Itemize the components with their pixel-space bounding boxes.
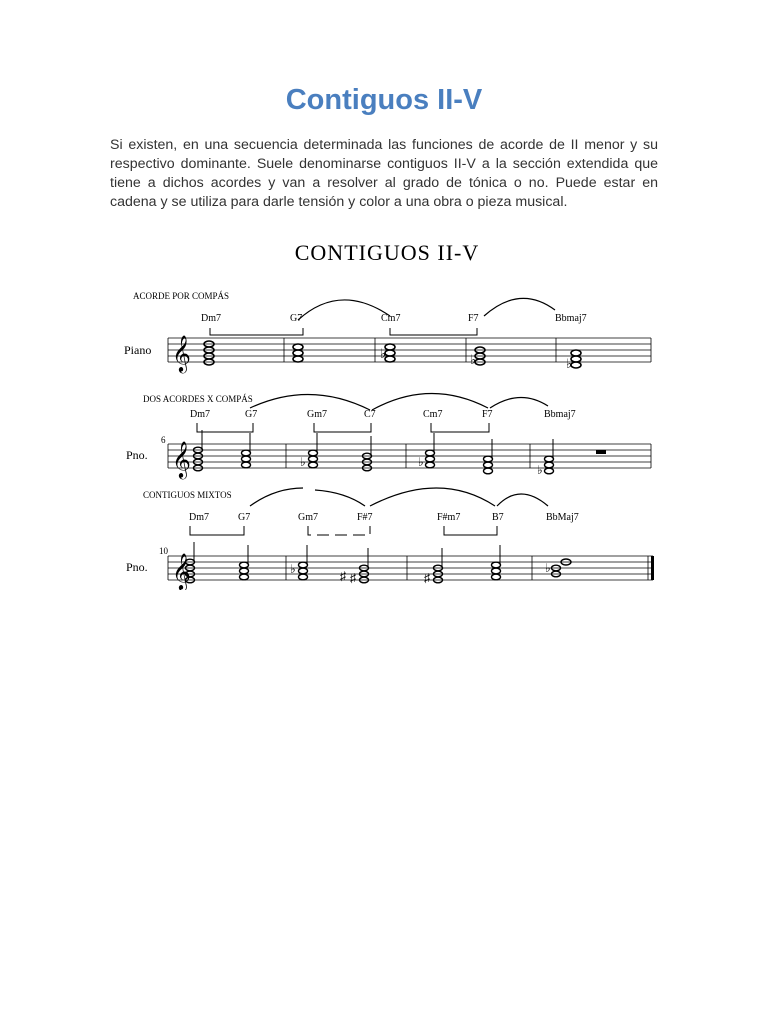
chord-symbol: Dm7 xyxy=(189,512,209,523)
svg-text:♭: ♭ xyxy=(545,561,551,575)
chord-bracket xyxy=(444,526,497,535)
treble-clef-icon: 𝄞 xyxy=(172,553,191,589)
phrase-slur xyxy=(250,488,303,506)
svg-text:♯: ♯ xyxy=(350,571,356,585)
instrument-name: Pno. xyxy=(126,560,148,574)
chord-symbol: BbMaj7 xyxy=(546,512,579,523)
chord-bracket xyxy=(210,328,303,335)
svg-text:♯: ♯ xyxy=(424,571,430,585)
chord-symbol: C7 xyxy=(364,409,376,420)
chord-bracket xyxy=(308,526,370,535)
chord-symbol: F7 xyxy=(468,313,479,324)
chord-symbol: Cm7 xyxy=(381,313,401,324)
svg-text:♭: ♭ xyxy=(290,562,296,576)
svg-text:♭: ♭ xyxy=(418,455,424,469)
chord-symbol: Bbmaj7 xyxy=(555,313,587,324)
chord-symbol: Gm7 xyxy=(307,409,327,420)
chord-symbol: Cm7 xyxy=(423,409,443,420)
score-title: CONTIGUOS II-V xyxy=(294,240,480,265)
chord-bracket xyxy=(197,423,253,432)
system-3 xyxy=(126,488,654,590)
phrase-slur xyxy=(298,300,390,320)
music-score-figure xyxy=(0,230,768,590)
treble-clef-icon: 𝄞 xyxy=(172,335,191,371)
measure-number: 10 xyxy=(159,546,168,556)
chord-bracket xyxy=(431,423,489,432)
chord-bracket xyxy=(390,328,477,335)
phrase-slur xyxy=(490,397,548,408)
chord-notes xyxy=(186,559,572,583)
chord-symbol: G7 xyxy=(238,512,251,523)
svg-text:♭: ♭ xyxy=(470,352,477,367)
svg-text:♭: ♭ xyxy=(537,463,543,477)
section-label: CONTIGUOS MIXTOS xyxy=(143,490,232,500)
whole-rest xyxy=(596,450,606,454)
section-label: DOS ACORDES X COMPÁS xyxy=(143,394,253,404)
flat-icon xyxy=(300,455,543,477)
svg-text:♯: ♯ xyxy=(340,569,346,583)
chord-symbol: B7 xyxy=(492,512,504,523)
measure-number: 6 xyxy=(161,435,166,445)
page-title: Contiguos II-V xyxy=(285,84,483,116)
chord-notes xyxy=(194,447,554,474)
instrument-name: Piano xyxy=(124,343,152,357)
chord-symbol: F#7 xyxy=(357,512,373,523)
chord-symbol: Bbmaj7 xyxy=(544,409,576,420)
final-barline xyxy=(651,556,654,580)
system-1 xyxy=(124,291,651,373)
chord-symbol: F7 xyxy=(482,409,493,420)
treble-clef-icon: 𝄞 xyxy=(172,441,191,477)
phrase-slur xyxy=(315,490,365,506)
chord-symbol: G7 xyxy=(245,409,258,420)
system-2 xyxy=(126,393,651,479)
chord-symbol: Gm7 xyxy=(298,512,318,523)
staff xyxy=(168,444,651,468)
section-label: ACORDE POR COMPÁS xyxy=(133,291,230,301)
svg-text:♭: ♭ xyxy=(566,356,573,371)
chord-symbol: G7 xyxy=(290,313,303,324)
svg-text:♭: ♭ xyxy=(300,455,306,469)
chord-bracket xyxy=(190,526,244,535)
staff xyxy=(168,556,653,580)
phrase-slur xyxy=(372,393,488,410)
accidental-icon xyxy=(290,561,551,585)
instrument-name: Pno. xyxy=(126,448,148,462)
phrase-slur xyxy=(497,494,548,506)
chord-notes xyxy=(204,341,581,368)
intro-paragraph: Si existen, en una secuencia determinada las funciones de acorde de II menor y su respectivo dominante. Suele denominarse contiguos II-V a la sección extendida que tiene a dichos acordes y van a resolver al grado de tónica o no. Puede estar en cadena y se utiliza para darle tensión y color a una obra o pieza musical. xyxy=(110,137,658,210)
svg-text:♭: ♭ xyxy=(380,346,387,361)
chord-symbol: F#m7 xyxy=(437,512,461,523)
phrase-slur xyxy=(370,488,495,506)
chord-bracket xyxy=(314,423,371,432)
chord-symbol: Dm7 xyxy=(190,409,210,420)
phrase-slur xyxy=(250,394,370,410)
stems xyxy=(202,430,553,459)
chord-symbol: Dm7 xyxy=(201,313,221,324)
phrase-slur xyxy=(484,298,555,316)
